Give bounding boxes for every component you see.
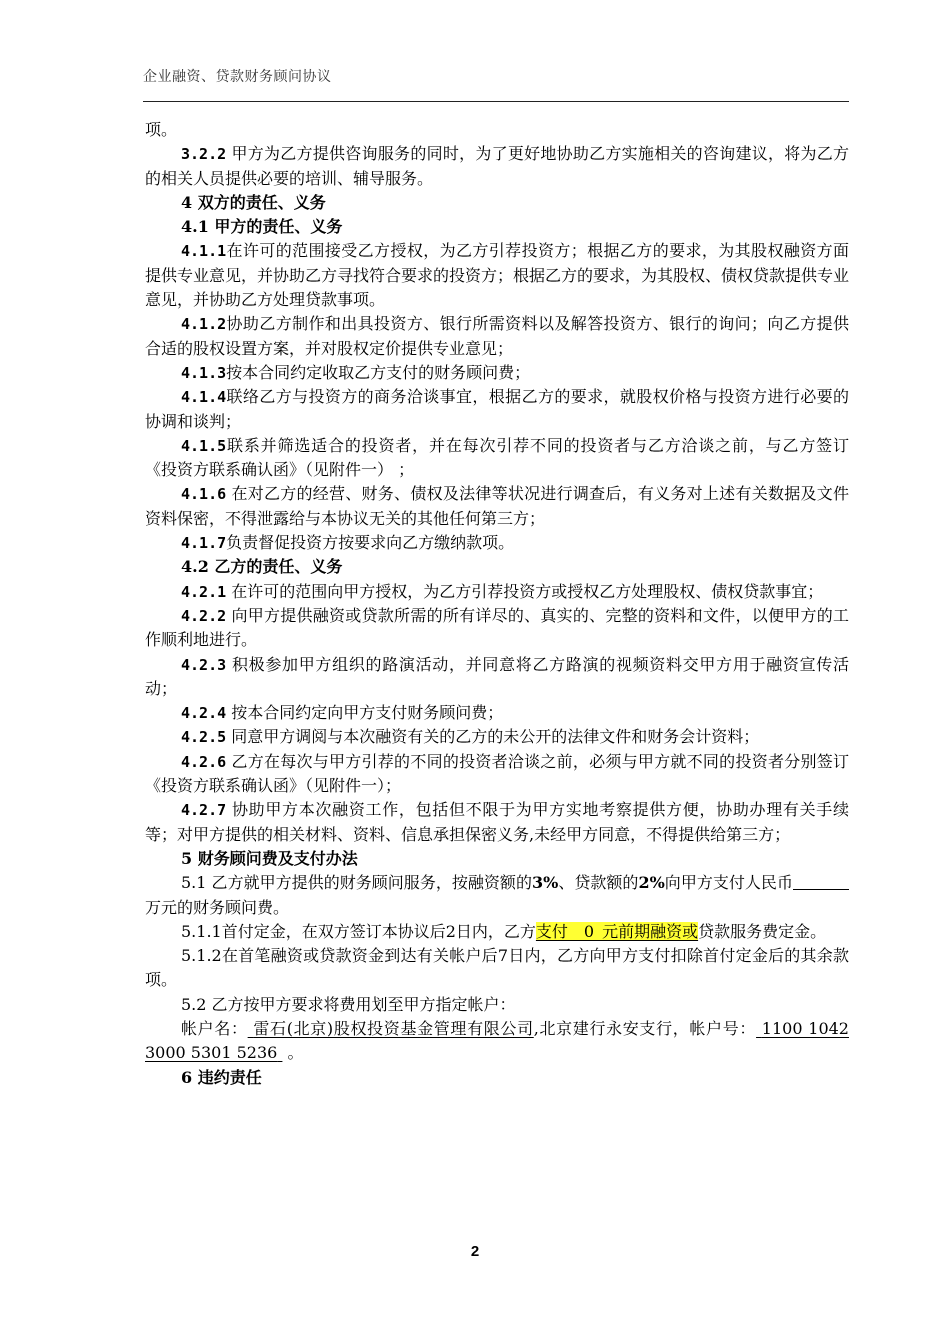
- clause-4-1-6: [145, 482, 849, 531]
- fee-rate-loan: 2%: [638, 873, 665, 893]
- clause-number: 4.1.4: [181, 388, 227, 407]
- clause-4-1-7: [145, 531, 849, 555]
- clause-5-2: 5.2 乙方按甲方要求将费用划至甲方指定帐户：: [181, 994, 516, 1014]
- clause-4-1-2: [145, 312, 849, 361]
- clause-4-1-3: [145, 361, 849, 385]
- clause-text: 积极参加甲方组织的路演活动，并同意将乙方路演的视频资料交甲方用于融资宣传活动；: [145, 654, 849, 698]
- clause-number: 4.1.6: [181, 485, 227, 504]
- clause-number: 4.1.2: [181, 315, 227, 334]
- clause-text: 向甲方提供融资或贷款所需的所有详尽的、真实的、完整的资料和文件，以便甲方的工作顺利地进行。: [145, 605, 849, 650]
- section-heading-6: 6 违约责任: [181, 1067, 262, 1087]
- clause-text: 在许可的范围接受乙方授权，为乙方引荐投资方；根据乙方的要求，为其股权融资方面提供专业意见，并协助乙方寻找符合要求的投资方；根据乙方的要求，为其股权、债权贷款提供专业意见，并协助乙方处理贷款事项。: [145, 241, 850, 310]
- clause-4-1-5: [145, 434, 849, 483]
- clause-text: 、贷款额的: [558, 873, 639, 893]
- clause-4-2-3: [145, 653, 849, 702]
- header-rule: [143, 101, 849, 102]
- clause-text: 5.1.1首付定金，在双方签订本协议后2日内，乙方: [181, 921, 536, 941]
- clause-4-2-7: [145, 798, 849, 847]
- clause-5-1-1: [145, 920, 849, 944]
- clause-number: 4.2.4: [181, 704, 227, 723]
- clause-text: 在对乙方的经营、财务、债权及法律等状况进行调查后，有义务对上述有关数据及文件资料保密，不得泄露给与本协议无关的其他任何第三方；: [145, 484, 849, 528]
- clause-4-2-5: [145, 725, 849, 749]
- clause-3-2-2: [145, 142, 849, 191]
- clause-text: 在许可的范围向甲方授权，为乙方引荐投资方或授权乙方处理股权、债权贷款事宜；: [231, 581, 824, 601]
- section-heading-5: 5 财务顾问费及支付办法: [181, 848, 358, 868]
- clause-5-1: [145, 871, 849, 920]
- fee-rate-financing: 3%: [531, 873, 559, 893]
- clause-text: 。: [282, 1043, 304, 1063]
- account-label: 帐户名：: [181, 1018, 248, 1038]
- clause-number: 4.2.5: [181, 728, 227, 747]
- paragraph-continued: [145, 118, 849, 142]
- document-body: [145, 118, 849, 1090]
- clause-4-1-4: [145, 385, 849, 434]
- clause-text: 按本合同约定收取乙方支付的财务顾问费；: [226, 362, 531, 382]
- clause-number: 4.2.2: [181, 606, 227, 625]
- clause-text: 乙方在每次与甲方引荐的不同的投资者洽谈之前，必须与甲方就不同的投资者分别签订《投资方联系确认函》（见附件一）；: [145, 751, 849, 796]
- clause-text: 联络乙方与投资方的商务洽谈事宜，根据乙方的要求，就股权价格与投资方进行必要的协调和谈判；: [145, 387, 849, 431]
- clause-number: 4.1.1: [181, 242, 227, 261]
- clause-number: 4.2.7: [181, 801, 227, 820]
- clause-number: 4.1.7: [181, 534, 227, 553]
- clause-4-2-1: [145, 580, 849, 604]
- section-heading-4-1: 4.1 甲方的责任、义务: [181, 217, 343, 237]
- clause-4-2-6: [145, 750, 849, 799]
- clause-4-2-2: [145, 604, 849, 653]
- amount-blank: [793, 873, 849, 890]
- page-number: 2: [470, 1243, 480, 1260]
- clause-number: 4.2.3: [181, 655, 227, 674]
- clause-text: 向甲方支付人民币: [664, 873, 793, 893]
- account-number: 1100 1042 3000 5301 5236: [145, 1018, 849, 1063]
- clause-5-1-2: 5.1.2在首笔融资或贷款资金到达有关帐户后7日内，乙方向甲方支付扣除首付定金后的其余款项。: [145, 946, 849, 990]
- highlighted-text: 支付__0_元前期融资或: [535, 921, 699, 941]
- clause-text: 万元的财务顾问费。: [145, 897, 290, 917]
- clause-number: 4.1.5: [181, 436, 227, 455]
- clause-text: 协助乙方制作和出具投资方、银行所需资料以及解答投资方、银行的询问；向乙方提供合适的股权设置方案，并对股权定价提供专业意见；: [145, 314, 849, 358]
- clause-text: 协助甲方本次融资工作，包括但不限于为甲方实地考察提供方便，协助办理有关手续等；对甲方提供的相关材料、资料、信息承担保密义务,未经甲方同意，不得提供给第三方；: [145, 800, 849, 844]
- account-name: 雷石(北京)股权投资基金管理有限公司: [253, 1018, 534, 1038]
- clause-text: 按本合同约定向甲方支付财务顾问费；: [231, 703, 504, 723]
- running-header: 企业融资、贷款财务顾问协议: [143, 69, 332, 85]
- clause-4-2-4: [145, 701, 849, 725]
- bank-name: ,北京建行永安支行，帐户号：: [533, 1018, 757, 1038]
- clause-number: 4.2.6: [181, 752, 227, 771]
- clause-number: 4.2.1: [181, 582, 227, 601]
- clause-number: 4.1.3: [181, 363, 227, 382]
- clause-text: 同意甲方调阅与本次融资有关的乙方的未公开的法律文件和财务会计资料；: [231, 727, 760, 747]
- clause-text: 甲方为乙方提供咨询服务的同时，为了更好地协助乙方实施相关的咨询建议，将为乙方的相关人员提供必要的培训、辅导服务。: [145, 144, 849, 188]
- clause-text: 5.1 乙方就甲方提供的财务顾问服务，按融资额的: [181, 873, 532, 893]
- clause-text: 贷款服务费定金。: [698, 921, 827, 941]
- clause-text: 负责督促投资方按要求向乙方缴纳款项。: [226, 533, 515, 553]
- clause-number: 3.2.2: [181, 145, 227, 164]
- section-heading-4-2: 4.2 乙方的责任、义务: [181, 557, 343, 577]
- clause-text: 联系并筛选适合的投资者，并在每次引荐不同的投资者与乙方洽谈之前，与乙方签订《投资方联系确认函》（见附件一） ；: [145, 435, 849, 480]
- section-heading-4: 4 双方的责任、义务: [181, 192, 326, 212]
- paragraph-text: 项。: [145, 120, 178, 139]
- account-details: [145, 1017, 849, 1066]
- clause-4-1-1: [145, 239, 849, 312]
